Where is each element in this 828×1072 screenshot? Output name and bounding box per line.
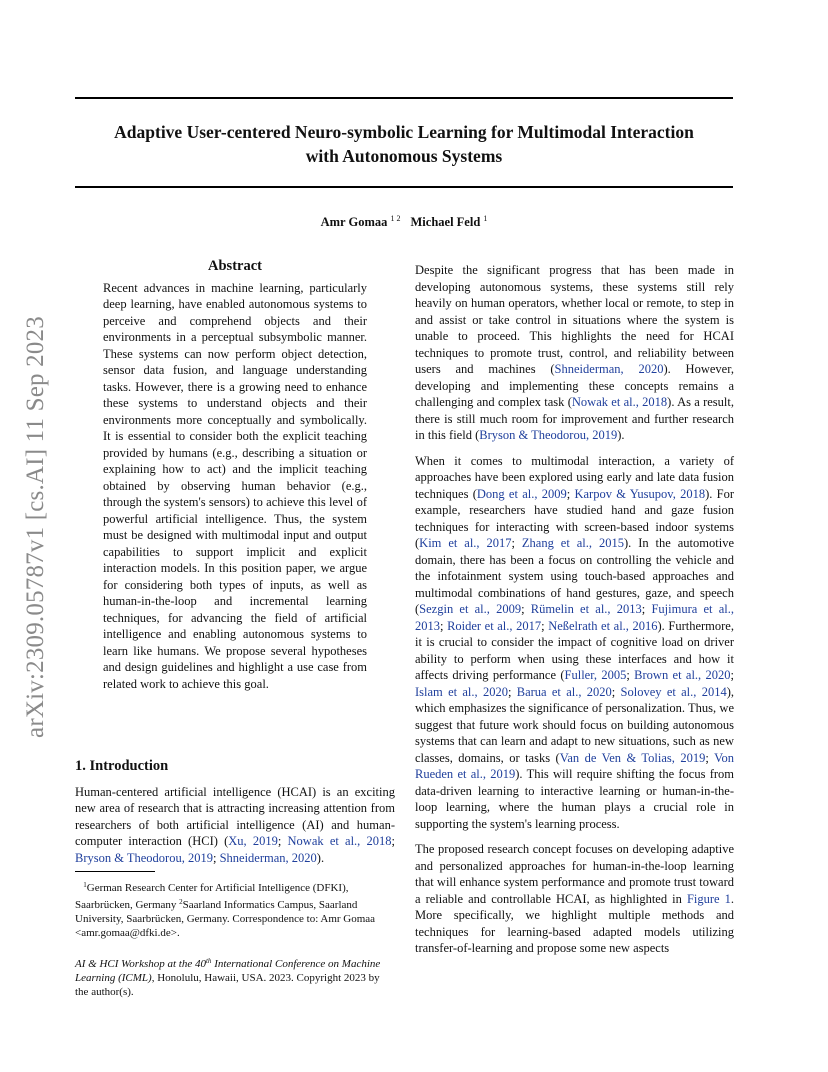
citation-link[interactable]: Shneiderman, 2020 — [219, 850, 317, 865]
citation-link[interactable]: Kim et al., 2017 — [419, 536, 512, 550]
body-paragraph: Despite the significant progress that has been made in developing autonomous systems, these systems still rely heavily on human operators, whether local or remote, to step in and assist or take control in situations where the system is unable to proceed. This highlights the need for HCAI techniques to promote trust, control, and reliability between users and machines (Shneiderman, 2020). However, developing and implementing these concepts remains a challenging and complex task (Nowak et al., 2018). As a result, there is still much room for improvement and further research in this field (Bryson & Theodorou, 2019). — [415, 263, 734, 442]
citation-link[interactable]: Brown et al., 2020 — [634, 668, 731, 682]
author-name: Michael Feld — [410, 215, 481, 229]
footnote-rule — [75, 871, 155, 872]
paper-title — [75, 120, 733, 168]
abstract-heading: Abstract — [208, 258, 262, 274]
citation-link[interactable]: Islam et al., 2020 — [415, 684, 508, 699]
citation-link[interactable]: Bryson & Theodorou, 2019 — [75, 850, 213, 865]
citation-link[interactable]: Van de Ven & Tolias, 2019 — [559, 750, 706, 765]
citation-link[interactable]: Zhang et al., 2015 — [521, 536, 624, 550]
left-column — [75, 258, 395, 999]
citation-link[interactable]: Nowak et al., 2018 — [287, 834, 392, 848]
affiliation-footnote: $^1$German Research Center for Artificial Intelligence (DFKI), Saarbrücken, Germany $^2$Saarland Informatics Campus, Saarland University, Saarbrücken, Germany. Correspondence to: Amr Gomaa <amr.gomaa@dfki.de>. — [75, 881, 376, 939]
introduction-paragraph: Human-centered artificial intelligence (HCAI) is an exciting new area of research that is attracting increasing attention from researchers of both artificial intelligence (AI) and human-computer interaction (HCI) (Xu, 2019; Nowak et al., 2018; Bryson & Theodorou, 2019; Shneiderman, 2020). — [75, 784, 395, 865]
citation-link[interactable]: Karpov & Yusupov, 2018 — [574, 486, 706, 501]
citation-link[interactable]: Rümelin et al., 2013 — [530, 602, 642, 616]
introduction-heading: 1. Introduction — [75, 758, 169, 774]
body-paragraph: The proposed research concept focuses on developing adaptive and personalized approaches for human-in-the-loop learning that will enhance system performance and promote trust toward a reliable and controllable HCAI, as highlighted in Figure 1. More specifically, we highlight multiple methods and techniques for learning-based adapted models utilizing transfer-of-learning and propose some new aspects — [415, 842, 734, 955]
paper-title-line-2: with Autonomous Systems — [305, 146, 503, 166]
right-column — [415, 262, 734, 957]
title-top-rule — [75, 97, 733, 99]
workshop-notice: AI & HCI Workshop at the 40th International Conference on Machine Learning (ICML), Honolulu, Hawaii, USA. 2023. Copyright 2023 by the author(s). — [75, 957, 381, 998]
citation-link[interactable]: Roider et al., 2017 — [447, 618, 542, 633]
paper-title-line-1: Adaptive User-centered Neuro-symbolic Learning for Multimodal Interaction — [114, 122, 694, 142]
citation-link[interactable]: Dong et al., 2009 — [476, 486, 567, 501]
author-name: Amr Gomaa — [320, 215, 388, 229]
citation-link[interactable]: Fuller, 2005 — [564, 668, 627, 682]
body-paragraph: When it comes to multimodal interaction, a variety of approaches have been explored using early and late data fusion techniques (Dong et al., 2009; Karpov & Yusupov, 2018). For example, researchers have studied hand and gaze fusion techniques for interacting with screen-based indoor systems (Kim et al., 2017; Zhang et al., 2015). In the automotive domain, there has been a focus on controlling the vehicle and the infotainment system using touch-based approaches and multimodal combinations of hand gestures, gaze, and speech (Sezgin et al., 2009; Rümelin et al., 2013; Fujimura et al., 2013; Roider et al., 2017; Neßelrath et al., 2016). Furthermore, it is crucial to consider the impact of cognitive load on driver ability to perform when using these interfaces and how it affects driving performance (Fuller, 2005; Brown et al., 2020; Islam et al., 2020; Barua et al., 2020; Solovey et al., 2014), which emphasizes the significance of personalization. Thus, we suggest that future work should focus on building autonomous systems that can learn and adapt to new situations, such as new classes, domains, or tasks (Van de Ven & Tolias, 2019; Von Rueden et al., 2019). This will require shifting the focus from data-driven learning to interactive learning or human-in-the-loop learning, where the human plays a crucial role in supporting the system's learning process. — [415, 453, 734, 831]
citation-link[interactable]: Bryson & Theodorou, 2019 — [479, 428, 618, 442]
abstract-text: Recent advances in machine learning, particularly deep learning, have enabled autonomous systems to perceive and comprehend objects and their environments in a perceptual subsymbolic manner. These systems can now perform object detection, sensor data fusion, and language understanding tasks. However, there is a growing need to enhance these systems to understand objects and their environments more conceptually and symbolically. It is essential to consider both the explicit teaching provided by humans (e.g., describing a situation or explaining how to act) and the implicit teaching obtained by observing human behavior (e.g., through the system's sensors) to achieve this level of powerful artificial intelligence. Thus, the system must be designed with multimodal input and output capabilities to support implicit and explicit interaction models. In this position paper, we argue for considering both types of inputs, as well as human-in-the-loop and incremental learning techniques, for advancing the field of artificial intelligence and enabling autonomous systems to learn like humans. We propose several hypotheses and design guidelines and highlight a use case from related work to achieve this goal. — [103, 280, 367, 691]
citation-link[interactable]: Von Rueden et al., 2019 — [415, 750, 734, 781]
arxiv-sidebar — [16, 295, 56, 760]
arxiv-identifier: arXiv:2309.05787v1 [cs.AI] 11 Sep 2023 — [22, 316, 49, 738]
citation-link[interactable]: Barua et al., 2020 — [516, 684, 612, 699]
figure-reference-link[interactable]: Figure 1 — [686, 891, 731, 906]
author-list — [75, 214, 733, 230]
title-bottom-rule — [75, 186, 733, 188]
citation-link[interactable]: Xu, 2019 — [228, 834, 278, 848]
citation-link[interactable]: Solovey et al., 2014 — [620, 684, 727, 699]
citation-link[interactable]: Shneiderman, 2020 — [554, 362, 664, 376]
citation-link[interactable]: Neßelrath et al., 2016 — [548, 618, 658, 633]
citation-link[interactable]: Sezgin et al., 2009 — [419, 602, 522, 616]
citation-link[interactable]: Fujimura et al., 2013 — [415, 602, 734, 633]
author-affiliation-marks: 1 — [483, 214, 488, 223]
author-affiliation-marks: 1 2 — [390, 214, 401, 223]
citation-link[interactable]: Nowak et al., 2018 — [571, 395, 668, 409]
